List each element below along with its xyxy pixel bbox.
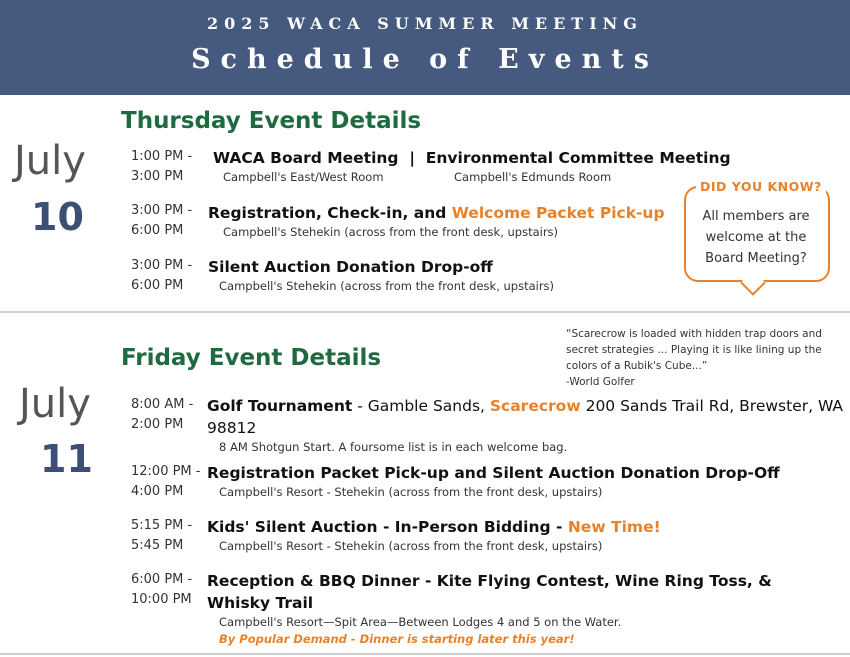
page-header bbox=[0, 0, 850, 95]
time-start: 12:00 PM - bbox=[131, 464, 201, 479]
event-time bbox=[131, 395, 193, 435]
thursday-heading: Thursday Event Details bbox=[121, 108, 422, 134]
event-title bbox=[207, 395, 847, 439]
event-title-text: Kids' Silent Auction - In-Person Bidding - bbox=[207, 518, 568, 536]
event-title-text: Registration, Check-in, and bbox=[208, 204, 452, 222]
golf-quote bbox=[566, 326, 838, 390]
event-title: Reception & BBQ Dinner - Kite Flying Contest, Wine Ring Toss, & Whisky Trail bbox=[207, 572, 772, 612]
time-end: 3:00 PM bbox=[131, 169, 184, 184]
friday-month: July bbox=[19, 381, 91, 427]
event-address: 200 Sands Trail Rd, Brewster, WA 98812 bbox=[207, 397, 844, 437]
event-location: Campbell's Resort - Stehekin (across from the front desk, upstairs) bbox=[219, 539, 603, 553]
bottom-divider bbox=[0, 653, 850, 655]
event-location: Campbell's Stehekin (across from the front desk, upstairs) bbox=[223, 225, 559, 239]
event-note: By Popular Demand - Dinner is starting later this year! bbox=[219, 632, 575, 646]
title-separator: | bbox=[409, 149, 415, 167]
time-end: 5:45 PM bbox=[131, 538, 184, 553]
event-title-text: Golf Tournament bbox=[207, 397, 353, 415]
event-title bbox=[208, 202, 665, 224]
time-start: 3:00 PM - bbox=[131, 258, 193, 273]
time-end: 6:00 PM bbox=[131, 223, 184, 238]
event-title: Registration Packet Pick-up and Silent Auction Donation Drop-Off bbox=[207, 464, 780, 482]
time-end: 2:00 PM bbox=[131, 417, 184, 432]
event-location: Campbell's Resort—Spit Area—Between Lodges 4 and 5 on the Water. bbox=[219, 615, 622, 629]
time-start: 1:00 PM - bbox=[131, 149, 193, 164]
new-time-badge: New Time! bbox=[567, 518, 661, 536]
event-title: Silent Auction Donation Drop-off bbox=[208, 258, 493, 276]
time-end: 10:00 PM bbox=[131, 592, 192, 607]
quote-text: “Scarecrow is loaded with hidden trap doors and secret strategies ... Playing it is like lining up the colors of a Rubik's Cube...” bbox=[566, 328, 822, 372]
event-location-a: Campbell's East/West Room bbox=[223, 170, 384, 184]
event-title-b: Environmental Committee Meeting bbox=[425, 149, 731, 167]
time-end: 6:00 PM bbox=[131, 278, 184, 293]
time-start: 5:15 PM - bbox=[131, 518, 193, 533]
event-time bbox=[131, 147, 192, 187]
time-end: 4:00 PM bbox=[131, 484, 184, 499]
event-title-a: WACA Board Meeting bbox=[213, 149, 399, 167]
event-location-b: Campbell's Edmunds Room bbox=[454, 170, 612, 184]
callout-body: All members are welcome at the Board Meeting? bbox=[702, 209, 810, 266]
quote-attribution: -World Golfer bbox=[566, 376, 635, 388]
thursday-month: July bbox=[14, 138, 86, 184]
event-time bbox=[131, 570, 192, 610]
event-venue: - Gamble Sands, bbox=[352, 397, 490, 415]
header-subtitle: 2025 WACA SUMMER MEETING bbox=[207, 14, 643, 33]
event-time bbox=[131, 201, 192, 241]
event-location: Campbell's Resort - Stehekin (across from the front desk, upstairs) bbox=[219, 485, 603, 499]
time-start: 3:00 PM - bbox=[131, 203, 193, 218]
friday-heading: Friday Event Details bbox=[121, 345, 382, 371]
header-title: Schedule of Events bbox=[191, 44, 659, 75]
event-location: Campbell's Stehekin (across from the front desk, upstairs) bbox=[219, 279, 555, 293]
time-start: 8:00 AM - bbox=[131, 397, 194, 412]
event-course: Scarecrow bbox=[489, 397, 581, 415]
event-note: 8 AM Shotgun Start. A foursome list is in each welcome bag. bbox=[219, 440, 568, 454]
event-title-highlight: Welcome Packet Pick-up bbox=[451, 204, 665, 222]
callout-heading: DID YOU KNOW? bbox=[696, 179, 826, 194]
friday-day: 11 bbox=[40, 437, 93, 481]
event-time bbox=[131, 256, 192, 296]
event-time bbox=[131, 462, 200, 502]
section-divider bbox=[0, 311, 850, 313]
event-title bbox=[213, 147, 731, 169]
event-time bbox=[131, 516, 192, 556]
thursday-day: 10 bbox=[31, 195, 84, 239]
time-start: 6:00 PM - bbox=[131, 572, 193, 587]
event-title bbox=[207, 516, 661, 538]
